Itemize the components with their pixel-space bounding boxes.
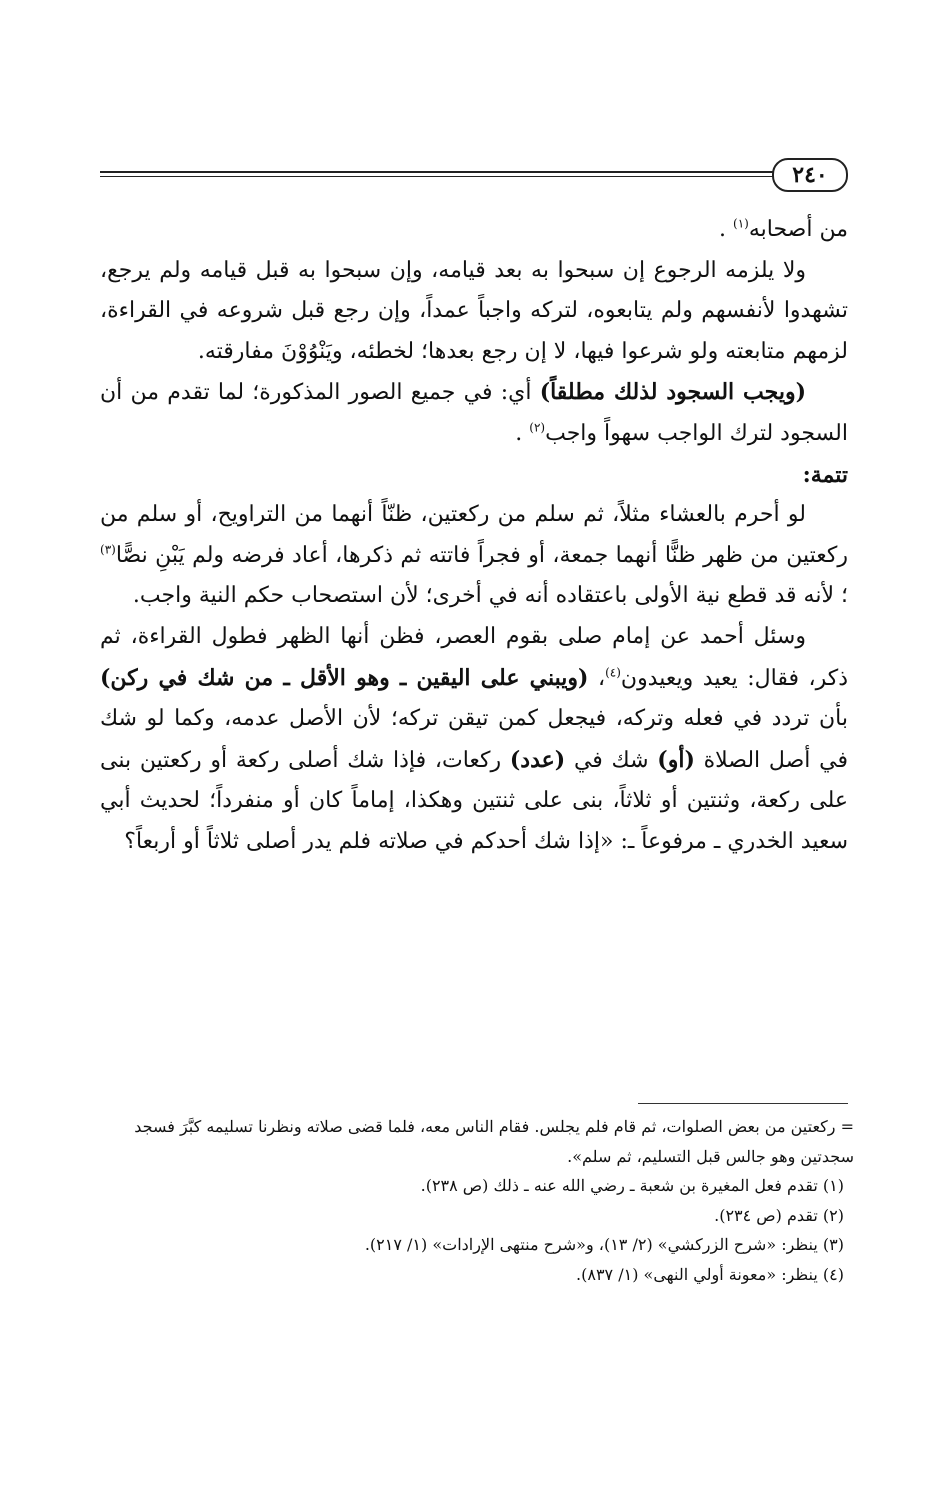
main-text: [100, 210, 848, 863]
footnote: (٤) ينظر: «معونة أولي النهى» (١/ ٨٣٧).: [576, 1264, 844, 1284]
footnote-ref[interactable]: (٣): [100, 542, 116, 557]
paragraph: ولا يلزمه الرجوع إن سبحوا به بعد قيامه، وإن سبحوا به قبل قيامه ولم يرجع، تشهدوا لأنفسهم ولم يتابعوه، لتركه واجباً عمداً، وإن رجع قبل شروعه في القراءة، لزمهم متابعته ولو شرعوا فيها، لا إن رجع بعدها؛ لخطئه، ويَنْوُوْنَ مفارقته.: [100, 257, 848, 364]
paragraph: وسئل أحمد عن إمام صلى بقوم العصر، فظن أنها الظهر فطول القراءة، ثم ذكر، فقال: يعيد ويعيدون$^{(٤)}$، (ويبني على اليقين ـ وهو الأقل ـ من شك في ركن) بأن تردد في فعله وتركه، فيجعل كمن تيقن تركه؛ لأن الأصل عدمه، وكما لو شك في أصل الصلاة (أو) شك في (عدد) ركعات، فإذا شك أصلى ركعة أو ركعتين بنى على ركعة، وثنتين أو ثلاثاً، بنى على ثنتين وهكذا، إماماً كان أو منفرداً؛ لحديث أبي سعيد الخدري ـ مرفوعاً ـ: «إذا شك أحدكم في صلاته فلم يدر أصلى ثلاثاً أو أربعاً؟: [100, 623, 849, 854]
paragraph: لو أحرم بالعشاء مثلاً، ثم سلم من ركعتين، ظنّاً أنهما من التراويح، أو سلم من ركعتين من ظهر ظنًّا أنهما جمعة، أو فجراً فاتته ثم ذكرها، أعاد فرضه ولم يَبْنِ نصًّا$^{(٣)}$ ؛ لأنه قد قطع نية الأولى باعتقاده أنه في أخرى؛ لأن استصحاب حكم النية واجب.: [100, 502, 848, 609]
footnotes: [100, 1112, 854, 1289]
footnote: (٢) تقدم (ص ٢٣٤).: [714, 1205, 844, 1225]
paragraph: (ويجب السجود لذلك مطلقاً) أي: في جميع الصور المذكورة؛ لما تقدم من أن السجود لترك الواجب سهواً واجب$^{(٢)}$ .: [100, 379, 848, 446]
paragraph: من أصحابه$^{(١)}$ .: [719, 216, 848, 242]
header-rule-thin: [100, 176, 774, 177]
page-number: ٢٤٠: [772, 158, 848, 192]
footnote-continuation: = ركعتين من بعض الصلوات، ثم قام فلم يجلس. فقام الناس معه، فلما قضى صلاته ونظرنا تسليمه كبَّرَ فسجد سجدتين وهو جالس قبل التسليم، ثم سلم».: [134, 1117, 854, 1166]
matn-text: (أو): [657, 746, 695, 773]
matn-text: (ويبني على اليقين ـ وهو الأقل ـ من شك في ركن): [100, 664, 589, 691]
matn-text: (عدد): [509, 746, 566, 773]
footnote: (٣) ينظر: «شرح الزركشي» (٢/ ١٣)، و«شرح منتهى الإرادات» (١/ ٢١٧).: [364, 1235, 844, 1254]
matn-text: (ويجب السجود لذلك مطلقاً): [539, 379, 807, 406]
page-header: [100, 158, 848, 198]
footnote-separator: [638, 1103, 848, 1104]
header-rule: [100, 171, 774, 173]
footnote-ref[interactable]: (٤): [605, 665, 621, 680]
section-heading: تتمة:: [802, 461, 848, 488]
footnote-ref[interactable]: (٢): [529, 420, 546, 435]
footnote-ref[interactable]: (١): [733, 216, 749, 231]
footnote: (١) تقدم فعل المغيرة بن شعبة ـ رضي الله عنه ـ ذلك (ص ٢٣٨).: [420, 1176, 844, 1195]
